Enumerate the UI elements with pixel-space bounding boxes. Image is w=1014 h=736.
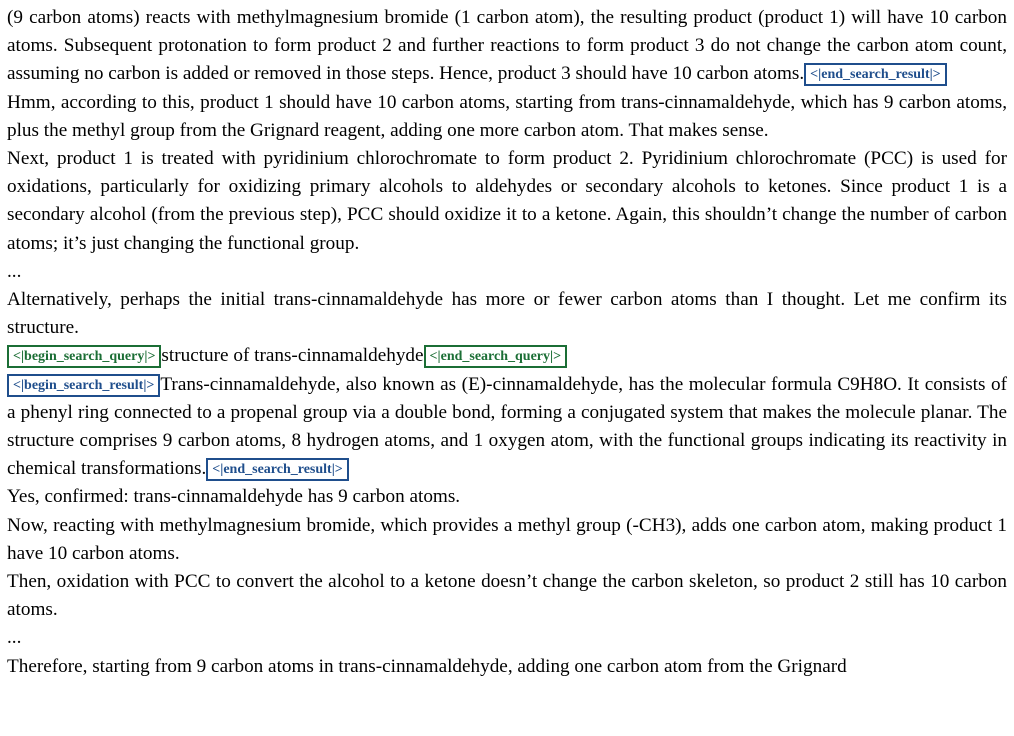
paragraph-text: Then, oxidation with PCC to convert the alcohol to a ketone doesn’t change the carbon skeleton, so product 2 still has 10 carbon atoms. [7,571,1007,621]
paragraph-text: Next, product 1 is treated with pyridinium chlorochromate to form product 2. Pyridinium chlorochromate (PCC) is used for oxidations, particularly for oxidizing primary alcohols to aldehydes or secondary alcohols to ketones. Since product 1 is a secondary alcohol (from the previous step), PCC should oxidize it to a ketone. Again, this shouldn’t change the number of carbon atoms; it’s just changing the functional group. [7,148,1007,254]
paragraph-6 [7,512,1007,568]
ellipsis-text: ... [7,260,22,282]
begin-search-result-tag: <|begin_search_result|> [7,374,160,397]
paragraph-text: Therefore, starting from 9 carbon atoms in trans-cinnamaldehyde, adding one carbon atom from the Grignard [7,655,847,677]
search-result-paragraph [7,371,1007,484]
search-result-text: Trans-cinnamaldehyde, also known as (E)-cinnamaldehyde, has the molecular formula C9H8O. It consists of a phenyl ring connected to a propenal group via a double bond, forming a conjugated system that makes the molecule planar. The structure comprises 9 carbon atoms, 8 hydrogen atoms, and 1 oxygen atom, with the functional groups indicating its reactivity in chemical transformations. [7,373,1007,480]
end-search-result-tag: <|end_search_result|> [206,458,349,481]
paragraph-7 [7,568,1007,624]
paragraph-2 [7,89,1007,145]
paragraph-text: (9 carbon atoms) reacts with methylmagnesium bromide (1 carbon atom), the resulting product (product 1) will have 10 carbon atoms. Subsequent protonation to form product 2 and further reactions to form product 3 do not change the carbon atom count, assuming no carbon is added or removed in those steps. Hence, product 3 should have 10 carbon atoms. [7,7,1007,85]
search-query-line [7,342,1007,370]
paragraph-5 [7,483,1007,511]
ellipsis-2 [7,624,1007,652]
paragraph-text: Alternatively, perhaps the initial trans-cinnamaldehyde has more or fewer carbon atoms than I thought. Let me confirm its structure. [7,289,1007,339]
paragraph-text: Now, reacting with methylmagnesium bromide, which provides a methyl group (-CH3), adds one carbon atom, making product 1 have 10 carbon atoms. [7,514,1007,564]
paragraph-text: Yes, confirmed: trans-cinnamaldehyde has 9 carbon atoms. [7,486,461,508]
search-query-text: structure of trans-cinnamaldehyde [161,345,424,367]
ellipsis-text: ... [7,627,22,649]
ellipsis-1 [7,258,1007,286]
paragraph-3 [7,145,1007,258]
paragraph-4 [7,286,1007,342]
paragraph-text: Hmm, according to this, product 1 should have 10 carbon atoms, starting from trans-cinnamaldehyde, which has 9 carbon atoms, plus the methyl group from the Grignard reagent, adding one more carbon atom. That makes sense. [7,91,1007,141]
begin-search-query-tag: <|begin_search_query|> [7,345,161,368]
paragraph-1 [7,4,1007,89]
end-search-result-tag: <|end_search_result|> [804,63,947,86]
paragraph-8 [7,653,1007,681]
end-search-query-tag: <|end_search_query|> [424,345,568,368]
